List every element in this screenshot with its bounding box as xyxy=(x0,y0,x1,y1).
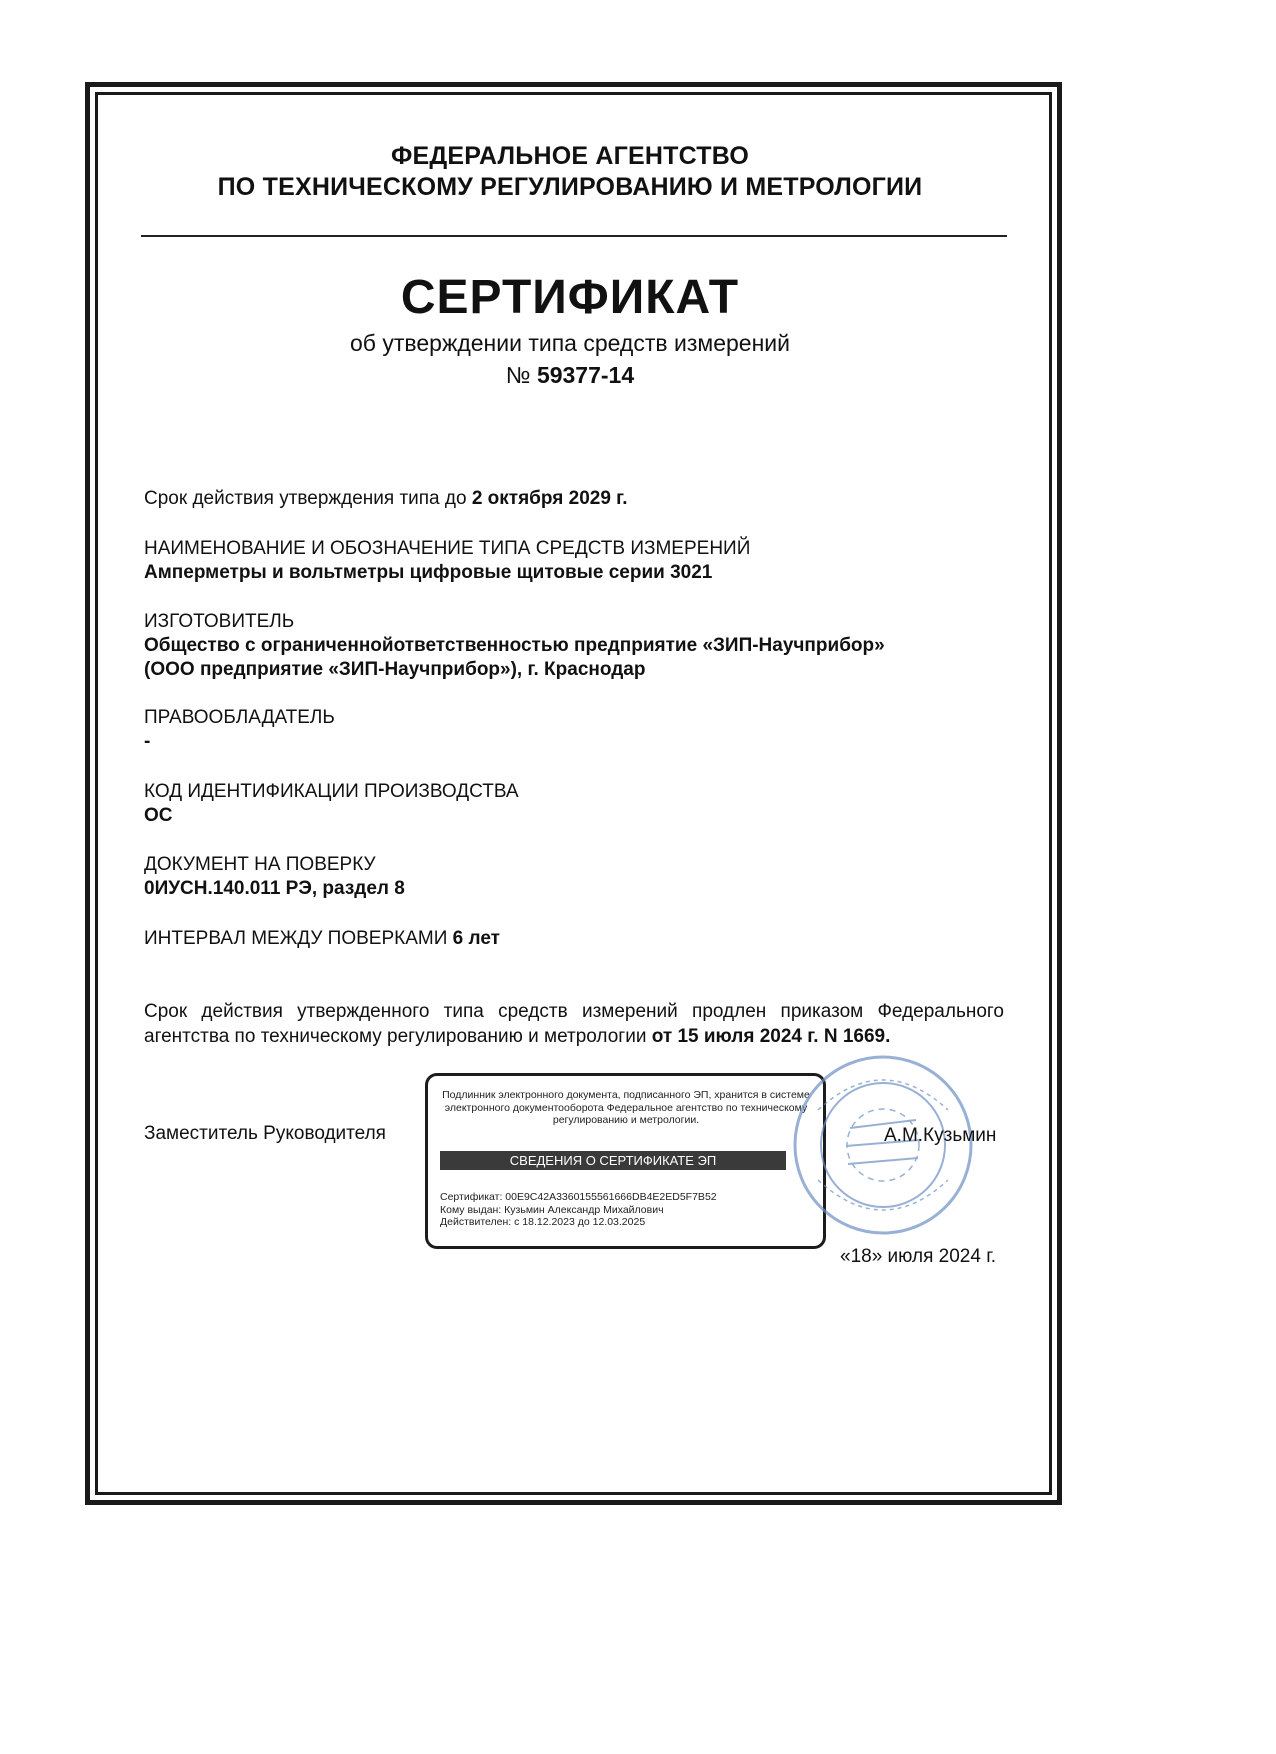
certificate-number-prefix: № xyxy=(505,362,531,388)
name-heading: НАИМЕНОВАНИЕ И ОБОЗНАЧЕНИЕ ТИПА СРЕДСТВ ИЗМЕРЕНИЙ xyxy=(144,538,751,559)
manufacturer-line2: (ООО предприятие «ЗИП-Научприбор»), г. Краснодар xyxy=(144,659,646,680)
signatory-position: Заместитель Руководителя xyxy=(144,1123,386,1144)
manufacturer-line1: Общество с ограниченнойответственностью предприятие «ЗИП-Научприбор» xyxy=(144,635,885,656)
interval-line xyxy=(144,927,500,951)
electronic-signature-bar: СВЕДЕНИЯ О СЕРТИФИКАТЕ ЭП xyxy=(440,1151,786,1170)
interval-label: ИНТЕРВАЛ МЕЖДУ ПОВЕРКАМИ xyxy=(144,928,448,949)
validity-line xyxy=(144,487,627,511)
extension-text: Срок действия утвержденного типа средств измерений продлен приказом Федерального агентства по техническому регулированию и метрологии xyxy=(144,1001,1004,1047)
signature-certificate-line: Сертификат: 00E9C42A3360155561666DB4E2ED5F7B52 xyxy=(440,1191,717,1203)
signature-date: «18» июля 2024 г. xyxy=(840,1246,997,1267)
certificate-number xyxy=(0,360,1140,390)
electronic-signature-notice: Подлинник электронного документа, подписанного ЭП, хранится в системе электронного документооборота Федеральное агентство по техническому регулированию и метрологии. xyxy=(442,1089,810,1126)
signatory-name: А.М.Кузьмин xyxy=(884,1125,997,1146)
rightholder-value: - xyxy=(144,731,151,752)
manufacturer-heading: ИЗГОТОВИТЕЛЬ xyxy=(144,611,295,632)
certificate-number-value: 59377-14 xyxy=(536,362,635,388)
agency-name-line1: ФЕДЕРАЛЬНОЕ АГЕНТСТВО xyxy=(391,142,749,170)
rightholder-heading: ПРАВООБЛАДАТЕЛЬ xyxy=(144,707,335,728)
name-value: Амперметры и вольтметры цифровые щитовые серии 3021 xyxy=(144,562,713,583)
verification-doc-value: 0ИУСН.140.011 РЭ, раздел 8 xyxy=(144,878,405,899)
interval-value: 6 лет xyxy=(452,928,500,949)
validity-date: 2 октября 2029 г. xyxy=(471,488,628,509)
production-code-value: ОС xyxy=(144,805,173,826)
verification-doc-heading: ДОКУМЕНТ НА ПОВЕРКУ xyxy=(144,854,376,875)
certificate-title: СЕРТИФИКАТ xyxy=(400,271,740,324)
electronic-signature-details xyxy=(440,1191,717,1229)
validity-label: Срок действия утверждения типа до xyxy=(144,488,467,509)
agency-name-line2: ПО ТЕХНИЧЕСКОМУ РЕГУЛИРОВАНИЮ И МЕТРОЛОГИИ xyxy=(217,173,923,201)
signature-valid-line: Действителен: с 18.12.2023 до 12.03.2025 xyxy=(440,1216,646,1228)
extension-paragraph xyxy=(144,1000,1004,1049)
header-divider xyxy=(141,235,1007,237)
certificate-subtitle: об утверждении типа средств измерений xyxy=(350,330,790,356)
extension-order: от 15 июля 2024 г. N 1669. xyxy=(651,1025,891,1047)
signature-issued-line: Кому выдан: Кузьмин Александр Михайлович xyxy=(440,1203,664,1216)
production-code-heading: КОД ИДЕНТИФИКАЦИИ ПРОИЗВОДСТВА xyxy=(144,781,519,802)
